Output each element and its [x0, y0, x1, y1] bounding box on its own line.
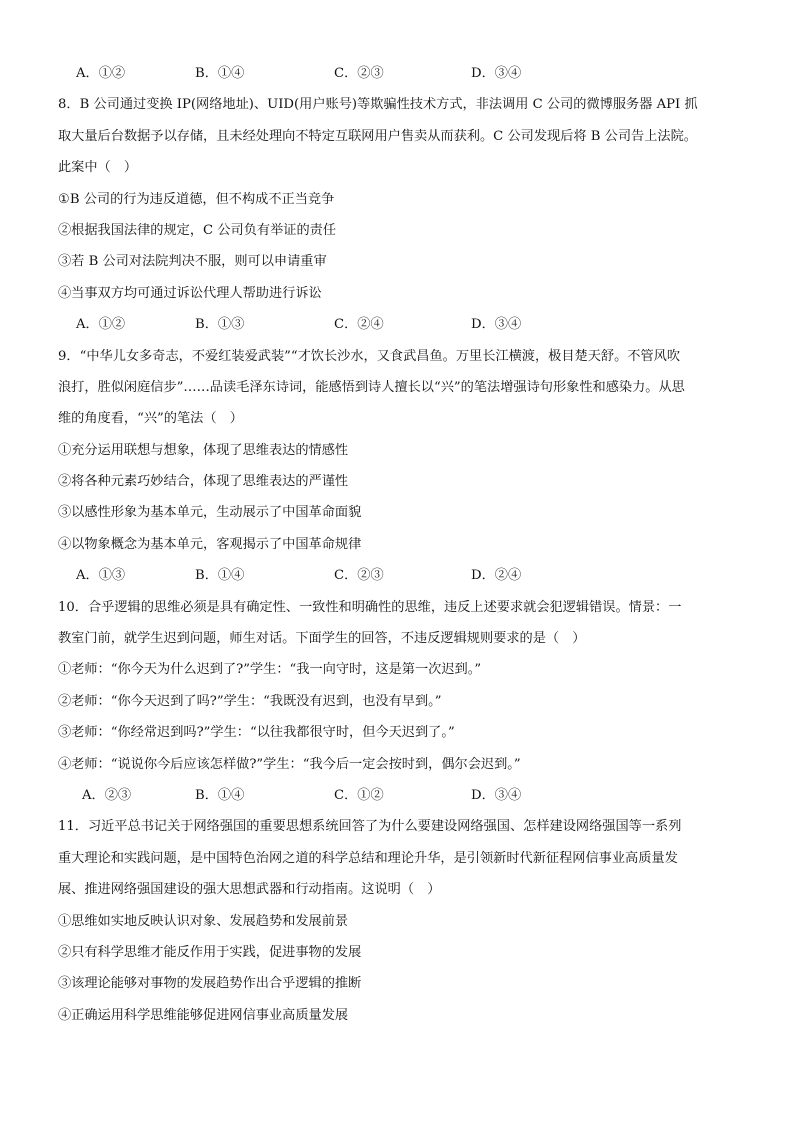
- q8-option-c: C．②④: [334, 317, 384, 333]
- q9-stem-line: 维的角度看，“兴”的笔法（ ）: [58, 411, 243, 427]
- q9-option-a: A．①③: [76, 568, 126, 584]
- q7-option-c: C．②③: [334, 66, 384, 81]
- question-11: [58, 811, 738, 1031]
- q10-statement-4: ④老师：“说说你今后应该怎样做?”学生：“我今后一定会按时到，偶尔会迟到。”: [58, 756, 521, 772]
- q9-statement-1: ①充分运用联想与想象，体现了思维表达的情感性: [58, 442, 349, 458]
- question-10: [58, 592, 738, 812]
- q10-option-b: B．①④: [195, 787, 245, 803]
- q8-option-d: D．③④: [471, 317, 522, 333]
- q11-statement-3: ③该理论能够对事物的发展趋势作出合乎逻辑的推断: [58, 976, 362, 992]
- q8-statement-1: ①B 公司的行为违反道德，但不构成不正当竞争: [58, 191, 335, 207]
- exam-page: [58, 58, 738, 1031]
- q10-stem-line: 教室门前，就学生迟到问题，师生对话。下面学生的回答，不违反逻辑规则要求的是（ ）: [58, 631, 586, 647]
- q7-option-d: D．③④: [471, 66, 522, 81]
- q10-statement-3: ③老师：“你经常迟到吗?”学生：“以往我都很守时，但今天迟到了。”: [58, 725, 455, 741]
- q11-statement-2: ②只有科学思维才能反作用于实践，促进事物的发展: [58, 944, 362, 960]
- q8-statement-4: ④当事双方均可通过诉讼代理人帮助进行诉讼: [58, 285, 322, 301]
- q9-option-c: C．②③: [334, 568, 384, 584]
- q11-statement-1: ①思维如实地反映认识对象、发展趋势和发展前景: [58, 913, 349, 929]
- q11-stem-line: 重大理论和实践问题，是中国特色治网之道的科学总结和理论升华，是引领新时代新征程网信事业高质量发: [58, 850, 678, 866]
- q10-answer-options: [58, 780, 738, 811]
- q10-option-d: D．③④: [471, 787, 522, 803]
- q9-statement-4: ④以物象概念为基本单元，客观揭示了中国革命规律: [58, 536, 362, 552]
- q8-stem-line: 8．B 公司通过变换 IP(网络地址)、UID(用户账号)等欺骗性技术方式，非法调用 C 公司的微博服务器 API 抓: [58, 97, 698, 113]
- q8-stem-line: 此案中（ ）: [58, 160, 138, 176]
- q9-stem-line: 9．“中华儿女多奇志，不爱红装爱武装”“才饮长沙水，又食武昌鱼。万里长江横渡，极目楚天舒。不管风吹: [58, 348, 681, 364]
- q8-stem-line: 取大量后台数据予以存储，且未经处理向不特定互联网用户售卖从而获利。C 公司发现后将 B 公司告上法院。: [58, 128, 697, 144]
- q11-stem-line: 展、推进网络强国建设的强大思想武器和行动指南。这说明（ ）: [58, 882, 441, 898]
- q10-option-a: A．②③: [82, 787, 132, 803]
- q7-answer-options: [58, 58, 738, 89]
- question-9: [58, 341, 738, 592]
- q9-stem-line: 浪打，胜似闲庭信步”……品读毛泽东诗词，能感悟到诗人擅长以“兴”的笔法增强诗句形象性和感染力。从思: [58, 379, 685, 395]
- q10-statement-2: ②老师：“你今天迟到了吗?”学生：“我既没有迟到，也没有早到。”: [58, 693, 442, 709]
- q9-statement-2: ②将各种元素巧妙结合，体现了思维表达的严谨性: [58, 474, 349, 490]
- q9-statement-3: ③以感性形象为基本单元，生动展示了中国革命面貌: [58, 505, 362, 521]
- q8-option-b: B．①③: [195, 317, 245, 333]
- q9-option-d: D．②④: [471, 568, 522, 584]
- question-8: [58, 89, 738, 340]
- q8-option-a: A．①②: [76, 317, 126, 333]
- q8-answer-options: [58, 309, 738, 340]
- q10-stem-line: 10．合乎逻辑的思维必须是具有确定性、一致性和明确性的思维，违反上述要求就会犯逻辑错误。情景：一: [58, 599, 682, 615]
- q8-statement-2: ②根据我国法律的规定，C 公司负有举证的责任: [58, 222, 337, 238]
- q11-stem-line: 11．习近平总书记关于网络强国的重要思想系统回答了为什么要建设网络强国、怎样建设网络强国等一系列: [58, 819, 682, 835]
- q10-statement-1: ①老师：“你今天为什么迟到了?”学生：“我一向守时，这是第一次迟到。”: [58, 662, 482, 678]
- q10-option-c: C．①②: [334, 787, 384, 803]
- q8-statement-3: ③若 B 公司对法院判决不服，则可以申请重审: [58, 254, 327, 270]
- q9-answer-options: [58, 560, 738, 591]
- q9-option-b: B．①④: [195, 568, 245, 584]
- q7-option-a: A．①②: [76, 66, 126, 81]
- q11-statement-4: ④正确运用科学思维能够促进网信事业高质量发展: [58, 1007, 349, 1023]
- q7-option-b: B．①④: [195, 66, 245, 81]
